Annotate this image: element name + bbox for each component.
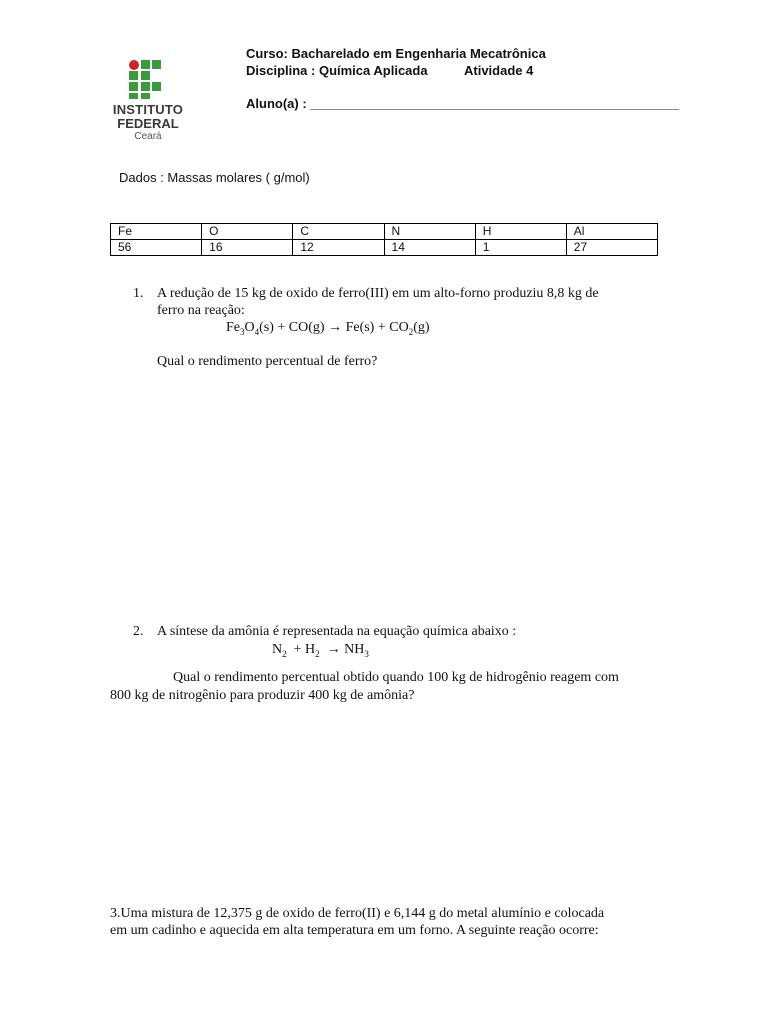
logo-text-ceara: Ceará (134, 131, 162, 142)
logo-text-federal: FEDERAL (117, 116, 179, 131)
table-row-masses (111, 240, 658, 256)
q1-question: Qual o rendimento percentual de ferro? (157, 354, 378, 369)
q2-line2: Qual o rendimento percentual obtido quando 100 kg de hidrogênio reagem com (173, 670, 619, 685)
molar-mass-table (110, 223, 658, 256)
q2-line1: A síntese da amônia é representada na equação química abaixo : (157, 624, 517, 639)
q3-line1: 3.Uma mistura de 12,375 g de oxido de ferro(II) e 6,144 g do metal alumínio e colocada (110, 906, 605, 921)
activity-label: Atividade 4 (464, 63, 534, 78)
table-cell: 56 (111, 240, 202, 256)
data-title: Dados : Massas molares ( g/mol) (119, 170, 310, 185)
table-cell: 1 (475, 240, 566, 256)
discipline-label: Disciplina : Química Aplicada (246, 63, 428, 78)
table-row-elements (111, 224, 658, 240)
q1-number: 1. (133, 286, 144, 301)
table-cell: 27 (566, 240, 657, 256)
q1-line2: ferro na reação: (157, 303, 245, 318)
table-cell: Fe (111, 224, 202, 240)
q1-equation: $Fe_3O_4(s) + CO(g) \to Fe(s) + CO_2(g)$ (226, 320, 430, 337)
institute-logo (108, 58, 188, 144)
q2-equation: $N_2 + H_2 \to NH_3$ (272, 642, 369, 659)
table-cell: Al (566, 224, 657, 240)
q1-line1: A redução de 15 kg de oxido de ferro(III) em um alto-forno produziu 8,8 kg de (157, 286, 599, 301)
q2-number: 2. (133, 624, 144, 639)
logo-text-instituto: INSTITUTO (112, 102, 184, 117)
table-cell: O (202, 224, 293, 240)
q2-line3: 800 kg de nitrogênio para produzir 400 kg de amônia? (110, 688, 415, 703)
table-cell: 12 (293, 240, 384, 256)
course-label: Curso: Bacharelado em Engenharia Mecatrônica (246, 46, 546, 61)
table-cell: H (475, 224, 566, 240)
table-cell: N (384, 224, 475, 240)
student-name-field[interactable]: Aluno(a) : ___________________________________________________ (246, 96, 679, 111)
table-cell: 16 (202, 240, 293, 256)
table-cell: C (293, 224, 384, 240)
q3-line2: em um cadinho e aquecida em alta temperatura em um forno. A seguinte reação ocorre: (110, 923, 599, 938)
table-cell: 14 (384, 240, 475, 256)
